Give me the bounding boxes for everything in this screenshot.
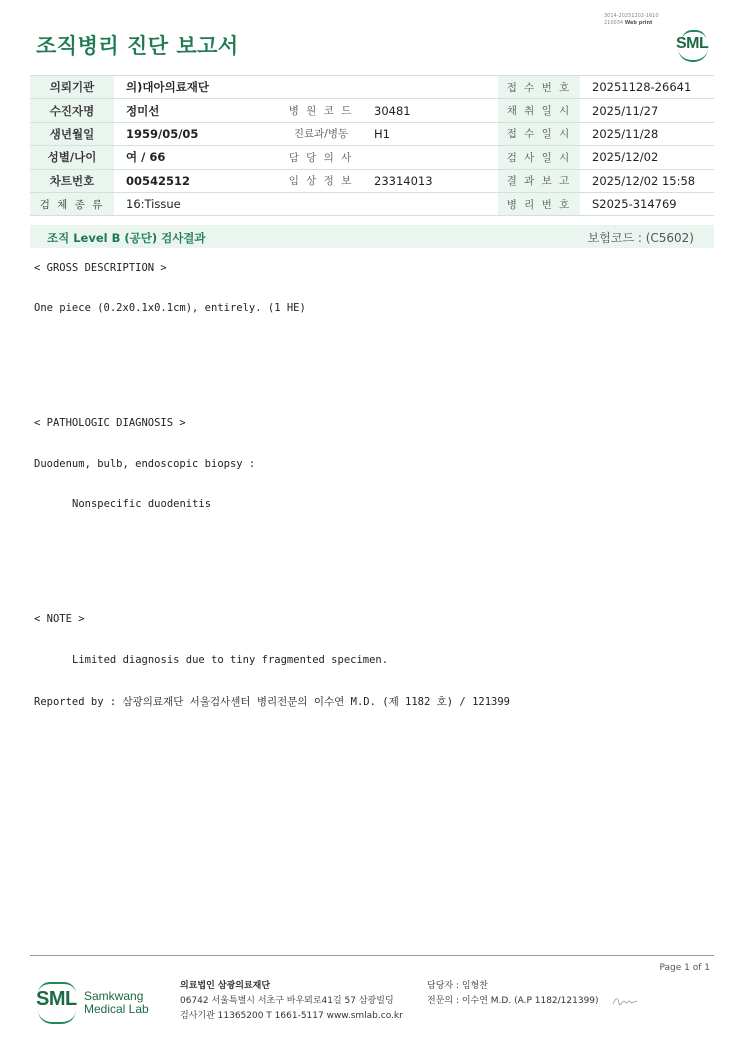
- receipt-date-value: 2025/11/28: [580, 122, 714, 145]
- receipt-date-label: 접 수 일 시: [498, 122, 580, 145]
- report-value: 2025/12/02 15:58: [580, 169, 714, 192]
- footer-org: 의료법인 삼광의료재단: [180, 981, 271, 991]
- specialist-value: 이수연 M.D. (A.P 1182/121399): [461, 996, 599, 1006]
- diagnosis-heading: < PATHOLOGIC DIAGNOSIS >: [34, 417, 186, 429]
- logo-name-line2: Medical Lab: [84, 1002, 149, 1016]
- receipt-no-value: 20251128-26641: [580, 76, 714, 99]
- test-date-value: 2025/12/02: [580, 146, 714, 169]
- doctor-label: 담 당 의 사: [280, 146, 362, 169]
- info-row: [30, 169, 714, 192]
- footer-contact: 검사기관 11365200 T 1661-5117 www.smlab.co.kr: [180, 1011, 403, 1021]
- collect-date-value: 2025/11/27: [580, 99, 714, 122]
- specimen-value: 16:Tissue: [114, 192, 498, 215]
- dept-label: 진료과/병동: [280, 122, 362, 145]
- specialist-label: 전문의 :: [427, 996, 459, 1006]
- birth-label: 생년월일: [30, 122, 114, 145]
- gross-text: One piece (0.2x0.1x0.1cm), entirely. (1 HE): [34, 302, 306, 314]
- stamp-line1: 3014-20251202-1610: [604, 13, 659, 19]
- pathology-no-value: S2025-314769: [580, 192, 714, 215]
- footer-address: 06742 서울특별시 서초구 바우뫼로41길 57 삼광빌딩: [180, 996, 394, 1006]
- info-row: [30, 76, 714, 99]
- info-row: [30, 192, 714, 215]
- section-title: 조직 Level B (공단) 검사결과: [47, 231, 206, 245]
- page-number: Page 1 of 1: [659, 963, 710, 973]
- footer-logo: [36, 980, 166, 1026]
- doctor-value: [362, 146, 498, 169]
- insurance-code: 보험코드 : (C5602): [587, 231, 694, 245]
- note-heading: < NOTE >: [34, 613, 85, 625]
- patient-label: 수진자명: [30, 99, 114, 122]
- patient-value: 정미선: [114, 99, 280, 122]
- pathology-no-label: 병 리 번 호: [498, 192, 580, 215]
- info-row: [30, 146, 714, 169]
- hospital-code-value: 30481: [362, 99, 498, 122]
- birth-value: 1959/05/05: [114, 122, 280, 145]
- footer-logo-text: SML: [36, 988, 77, 1010]
- report-label: 결 과 보 고: [498, 169, 580, 192]
- print-stamp: [604, 13, 659, 27]
- chart-label: 차트번호: [30, 169, 114, 192]
- diagnosis-text: Nonspecific duodenitis: [72, 498, 212, 510]
- result-section-bar: [30, 225, 714, 248]
- logo-arc-bottom: [678, 48, 708, 62]
- clinical-value: 23314013: [362, 169, 498, 192]
- footer-org-block: [180, 979, 403, 1024]
- clinical-label: 임 상 정 보: [280, 169, 362, 192]
- sex-age-label: 성별/나이: [30, 146, 114, 169]
- gross-heading: < GROSS DESCRIPTION >: [34, 262, 167, 274]
- footer-staff-block: [427, 979, 599, 1009]
- footer-logo-arc-bottom: [38, 1010, 76, 1024]
- footer-logo-name: [84, 990, 149, 1016]
- staff-value: 임형찬: [461, 981, 488, 991]
- diagnosis-site: Duodenum, bulb, endoscopic biopsy :: [34, 458, 256, 470]
- receipt-no-label: 접 수 번 호: [498, 76, 580, 99]
- hospital-code-label: 병 원 코 드: [280, 99, 362, 122]
- page-title: 조직병리 진단 보고서: [36, 34, 239, 58]
- reported-by: Reported by : 삼광의료재단 서울검사센터 병리전문의 이수연 M.D. (제 1182 호) / 121399: [34, 696, 511, 708]
- collect-date-label: 채 취 일 시: [498, 99, 580, 122]
- institution-label: 의뢰기관: [30, 76, 114, 99]
- logo-text: SML: [676, 35, 709, 52]
- info-row: [30, 99, 714, 122]
- footer-divider: [30, 955, 714, 956]
- info-row: [30, 122, 714, 145]
- note-text: Limited diagnosis due to tiny fragmented specimen.: [72, 654, 389, 666]
- institution-value: 의)대아의료재단: [114, 76, 498, 99]
- stamp-web: Web print: [624, 20, 653, 26]
- signature-mark: [612, 995, 638, 1007]
- dept-value: H1: [362, 122, 498, 145]
- chart-value: 00542512: [114, 169, 280, 192]
- sml-logo: [676, 26, 712, 62]
- sex-age-value: 여 / 66: [114, 146, 280, 169]
- stamp-line2: 210034: [604, 20, 624, 26]
- logo-name-line1: Samkwang: [84, 989, 144, 1003]
- specimen-label: 검 체 종 류: [30, 192, 114, 215]
- patient-info-table: [30, 75, 714, 216]
- staff-label: 담당자 :: [427, 981, 459, 991]
- test-date-label: 검 사 일 시: [498, 146, 580, 169]
